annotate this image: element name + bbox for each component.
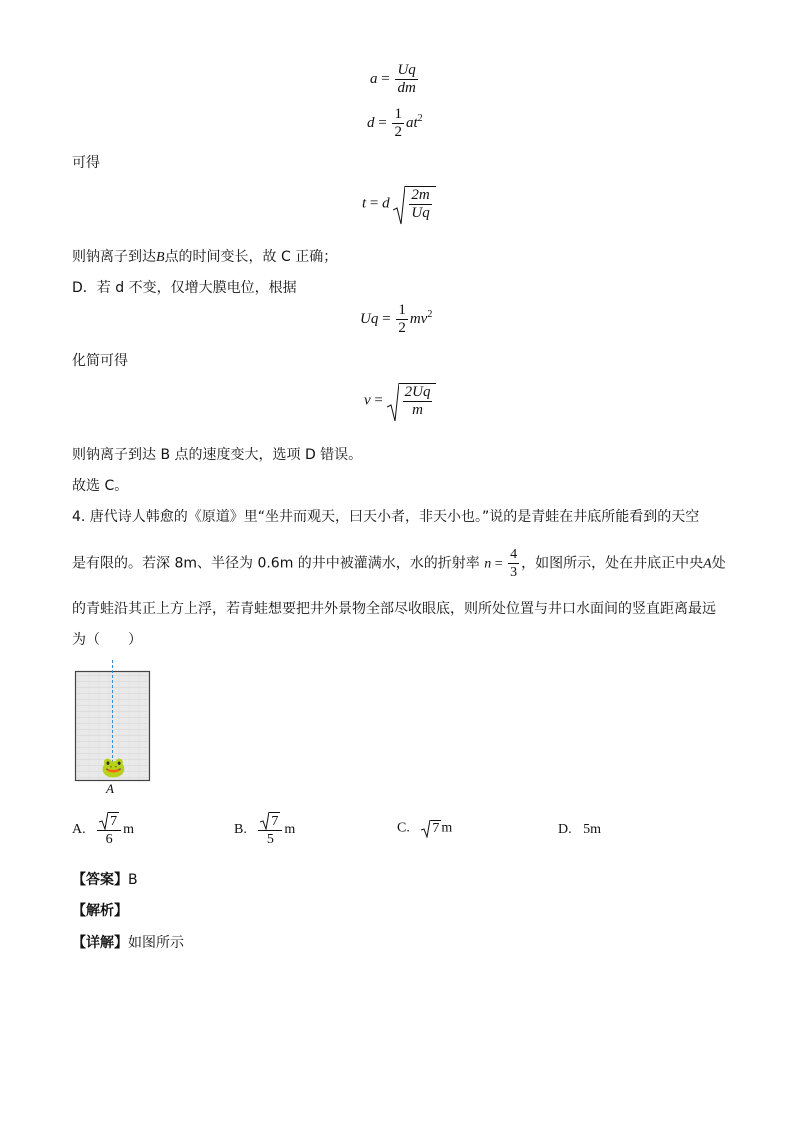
option-b[interactable] — [234, 812, 295, 848]
formula-lhs: a — [370, 70, 378, 87]
question-4-line1: 4. 唐代诗人韩愈的《原道》里“坐井而观天，曰天小者，非天小也。”说的是青蛙在井底所能看到的天空 — [72, 509, 700, 525]
fraction-denominator: 2 — [394, 124, 402, 140]
fraction — [396, 302, 408, 337]
option-letter: D. — [558, 822, 572, 837]
fraction-denominator: Uq — [411, 205, 430, 221]
option-letter: A. — [72, 822, 86, 838]
formula-time: t = d $\frac{2m}{Uq}$ — [362, 186, 436, 222]
option-unit: m — [284, 822, 296, 838]
answer-line — [72, 869, 138, 889]
exponent: 2 — [417, 112, 423, 124]
formula-distance: d = $\frac{1}{2}$ $at^2$ — [367, 106, 423, 140]
sqrt-sign — [387, 383, 437, 419]
sqrt-sign — [99, 812, 119, 830]
formula-velocity: v = $\frac{2Uq}{m}$ — [364, 383, 436, 419]
text-fragment: 点的时间变长，故 C 正确； — [164, 249, 338, 265]
fraction — [258, 812, 282, 848]
fraction — [97, 812, 121, 848]
sqrt-sign — [260, 812, 280, 830]
fraction — [409, 187, 431, 222]
fraction — [403, 384, 433, 419]
formula-lhs: v — [364, 392, 371, 409]
radical-icon — [421, 820, 430, 838]
option-a[interactable] — [72, 812, 134, 848]
text-fragment: ，如图所示，处在井底正中央 — [521, 555, 704, 572]
formula-rhs: at — [405, 114, 418, 131]
text-line-c — [72, 246, 337, 266]
question-4-line3: 的青蛙沿其正上方上浮，若青蛙想要把井外景物全部尽收眼底，则所处位置与井口水面间的竖直距离最远 — [72, 601, 716, 617]
sqrt-sign — [393, 186, 435, 222]
detail-label: 【详解】 — [72, 935, 128, 951]
fraction-denominator: m — [412, 402, 423, 418]
fraction-numerator: 1 — [394, 106, 402, 122]
fraction-numerator: 2m — [411, 187, 430, 203]
option-d[interactable] — [558, 822, 601, 838]
symbol-n: n — [484, 556, 492, 572]
figure-label-a: A — [106, 781, 114, 796]
fraction — [395, 62, 417, 97]
option-value: 5m — [583, 822, 602, 837]
formula-prefactor: d — [382, 195, 390, 212]
axis-extension — [108, 660, 118, 672]
fraction-denominator: dm — [397, 80, 416, 96]
text-fragment: 是有限的。若深 8m、半径为 0.6m 的井中被灌满水，水的折射率 — [72, 555, 480, 572]
frog-icon: 🐸 — [101, 755, 126, 779]
formula-rhs: mv — [409, 310, 428, 327]
text-line-simplify: 化简可得 — [72, 353, 128, 369]
text-fragment: 处 — [711, 555, 726, 572]
detail-line — [72, 932, 184, 952]
point-label: A — [703, 556, 712, 572]
detail-value: 如图所示 — [128, 935, 184, 951]
question-4-line4: 为（ ） — [72, 632, 142, 648]
fraction-numerator: 1 — [398, 302, 406, 318]
text-fragment: 则钠离子到达 — [72, 249, 156, 265]
text-line-d: D．若 d 不变，仅增大膜电位，根据 — [72, 280, 297, 296]
radical-icon — [387, 383, 399, 423]
answer-value: B — [128, 872, 138, 888]
formula-energy: Uq = $\frac{1}{2}$ $mv^2$ — [360, 302, 433, 336]
radical-icon — [393, 186, 405, 226]
radical-icon — [99, 812, 108, 830]
fraction — [508, 546, 519, 581]
fraction-denominator: 6 — [105, 832, 113, 847]
fraction-numerator: 2Uq — [404, 384, 431, 400]
fraction-numerator: Uq — [397, 62, 416, 78]
sqrt-value: 7 — [271, 814, 279, 829]
radical-icon — [260, 812, 269, 830]
option-c[interactable] — [397, 820, 452, 837]
exponent: 2 — [427, 308, 433, 320]
text-line-choose: 故选 C。 — [72, 478, 129, 494]
formula-lhs: d — [367, 114, 375, 131]
sqrt-sign — [421, 820, 441, 837]
option-unit: m — [123, 822, 135, 838]
fraction-denominator: 2 — [398, 320, 406, 336]
formula-lhs: Uq — [360, 310, 379, 327]
fraction-denominator: 3 — [510, 565, 518, 580]
formula-lhs: t — [362, 195, 367, 212]
analysis-line — [72, 900, 128, 920]
option-letter: C. — [397, 820, 410, 836]
question-4-line2: 是有限的。若深 8m、半径为 0.6m 的井中被灌满水，水的折射率 n = $\frac{4}{3}$ ，如图所示，处在井底正中央A处 — [72, 547, 726, 580]
sqrt-value: 7 — [110, 814, 118, 829]
point-label: B — [156, 250, 165, 265]
option-letter: B. — [234, 822, 247, 838]
sqrt-value: 7 — [432, 821, 440, 836]
fraction-denominator: 5 — [266, 832, 274, 847]
answer-label: 【答案】 — [72, 872, 128, 888]
fraction-numerator: 4 — [510, 547, 518, 562]
analysis-label: 【解析】 — [72, 903, 128, 919]
text-line-kede: 可得 — [72, 155, 100, 171]
text-line-speed: 则钠离子到达 B 点的速度变大，选项 D 错误。 — [72, 447, 363, 463]
fraction — [392, 106, 404, 141]
formula-acceleration: a = $\frac{Uq}{dm}$ — [370, 62, 416, 96]
option-unit: m — [441, 820, 453, 836]
